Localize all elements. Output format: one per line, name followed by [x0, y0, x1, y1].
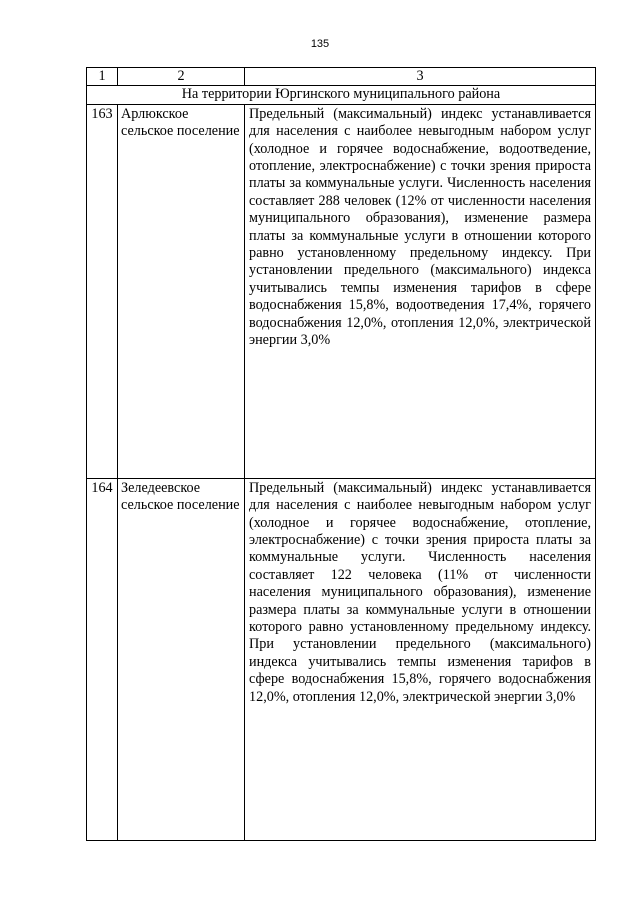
tariff-index-table	[86, 67, 596, 841]
table-header-row	[87, 68, 596, 86]
index-description: Предельный (максимальный) индекс устанавливается для населения с наиболее невыгодным набором услуг (холодное и горячее водоснабжение, водоотведение, отопление, электроснабжение) с точки зрения прироста платы за коммунальные услуги. Численность населения составляет 288 человек (12% от численности населения муниципального образования), изменение размера платы за коммунальные услуги в отношении которого равно установленному предельному индексу. При установлении предельного (максимального) индекса учитывались темпы изменения тарифов в сфере водоснабжения 15,8%, водоотведения 17,4%, горячего водоснабжения 12,0%, отопления 12,0%, электрической энергии 3,0%	[245, 104, 596, 478]
section-row	[87, 86, 596, 104]
column-header-1: 1	[87, 68, 118, 86]
column-header-2: 2	[118, 68, 245, 86]
settlement-name: Арлюкское сельское поселение	[118, 104, 245, 478]
settlement-name: Зеледеевское сельское поселение	[118, 478, 245, 840]
page-number: 135	[310, 38, 330, 50]
table-row	[87, 104, 596, 478]
row-number: 163	[87, 104, 118, 478]
index-description: Предельный (максимальный) индекс устанавливается для населения с наиболее невыгодным набором услуг (холодное и горячее водоснабжение, отопление, электроснабжение) с точки зрения прироста платы за коммунальные услуги. Численность населения составляет 122 человека (11% от численности населения муниципального образования), изменение размера платы за коммунальные услуги в отношении которого равно установленному предельному индексу. При установлении предельного (максимального) индекса учитывались темпы изменения тарифов в сфере водоснабжения 15,8%, горячего водоснабжения 12,0%, отопления 12,0%, электрической энергии 3,0%	[245, 478, 596, 840]
section-title: На территории Юргинского муниципального района	[87, 86, 596, 104]
column-header-3: 3	[245, 68, 596, 86]
row-number: 164	[87, 478, 118, 840]
table-row	[87, 478, 596, 840]
